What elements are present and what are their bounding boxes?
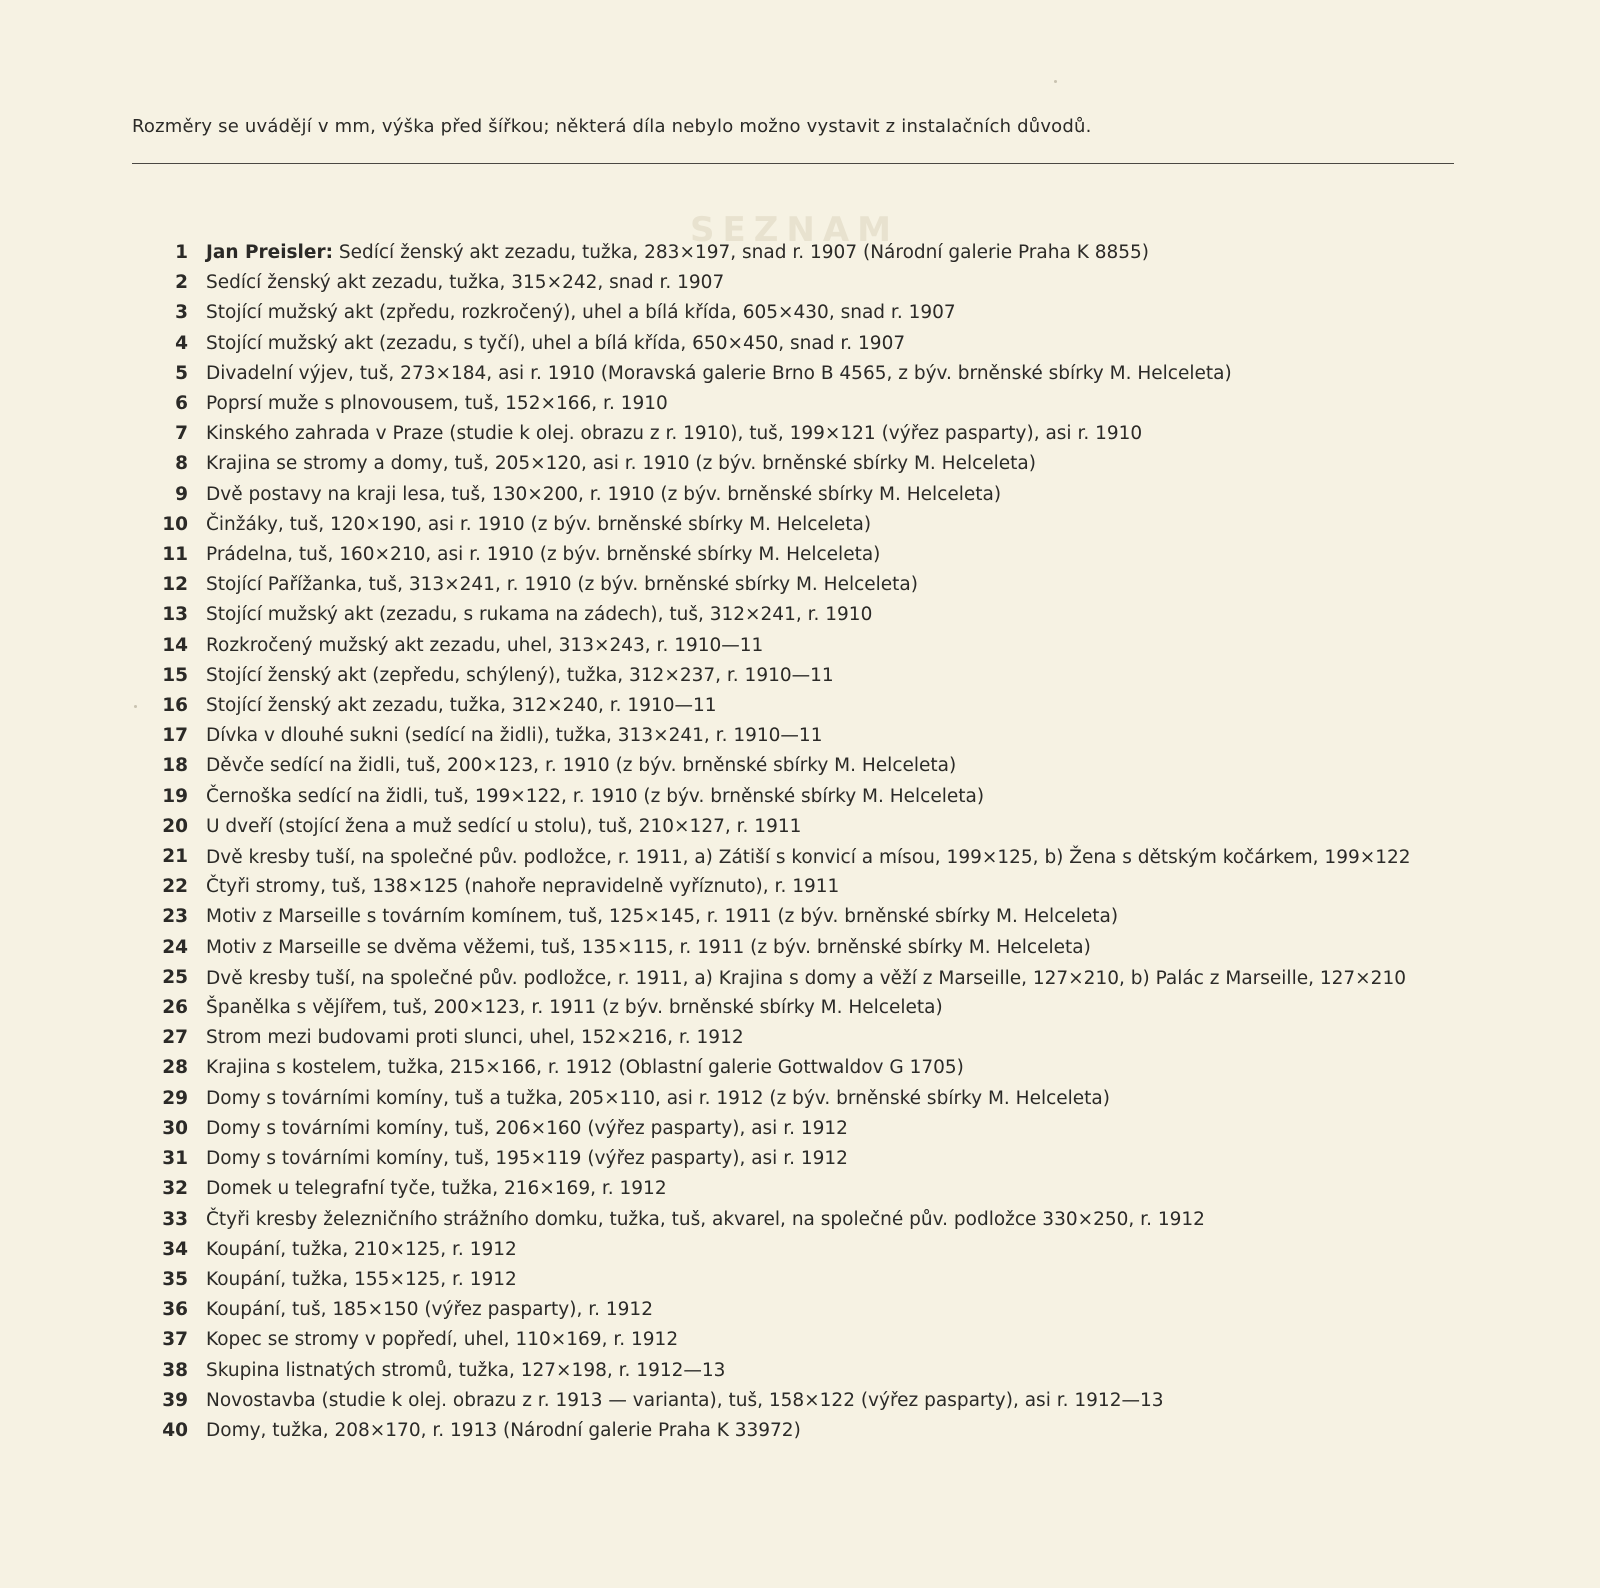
entry-text: Stojící mužský akt (zpředu, rozkročený), uhel a bílá křída, 605×430, snad r. 1907 bbox=[206, 302, 956, 324]
catalog-entry bbox=[150, 1023, 1470, 1053]
entry-number: 7 bbox=[175, 423, 188, 445]
entry-text: Stojící mužský akt (zezadu, s rukama na zádech), tuš, 312×241, r. 1910 bbox=[206, 604, 873, 626]
entry-number: 35 bbox=[162, 1268, 188, 1290]
entry-text: Motiv z Marseille s továrním komínem, tuš, 125×145, r. 1911 (z býv. brněnské sbírky M. Helceleta) bbox=[206, 906, 1119, 928]
entry-text: Domek u telegrafní tyče, tužka, 216×169, r. 1912 bbox=[206, 1178, 667, 1200]
entry-number: 20 bbox=[162, 815, 188, 837]
entry-text: Krajina s kostelem, tužka, 215×166, r. 1912 (Oblastní galerie Gottwaldov G 1705) bbox=[206, 1057, 964, 1079]
entry-number: 39 bbox=[162, 1389, 188, 1411]
catalog-entry bbox=[150, 872, 1470, 902]
catalog-entry bbox=[150, 963, 1470, 993]
entry-number: 17 bbox=[162, 725, 188, 747]
catalog-entry bbox=[150, 842, 1470, 872]
entry-number: 23 bbox=[162, 906, 188, 928]
catalog-entry bbox=[150, 419, 1470, 449]
catalog-entry bbox=[150, 1386, 1470, 1416]
catalog-entry bbox=[150, 449, 1470, 479]
paper-speck bbox=[134, 705, 137, 708]
catalog-entry bbox=[150, 298, 1470, 328]
catalog-entry bbox=[150, 329, 1470, 359]
entry-number: 16 bbox=[162, 695, 188, 717]
ghost-title-watermark: SEZNAM bbox=[690, 210, 899, 250]
entry-text: Divadelní výjev, tuš, 273×184, asi r. 1910 (Moravská galerie Brno B 4565, z býv. brněnské sbírky M. Helceleta) bbox=[206, 362, 1232, 384]
catalog-entry bbox=[150, 1265, 1470, 1295]
catalog-entry bbox=[150, 510, 1470, 540]
catalog-entry bbox=[150, 1174, 1470, 1204]
entry-number: 19 bbox=[162, 785, 188, 807]
entry-text: Domy s továrními komíny, tuš a tužka, 205×110, asi r. 1912 (z býv. brněnské sbírky M. Helceleta) bbox=[206, 1087, 1110, 1109]
intro-note: Rozměry se uvádějí v mm, výška před šířkou; některá díla nebylo možno vystavit z instalačních důvodů. bbox=[132, 116, 1092, 137]
entry-text: Kinského zahrada v Praze (studie k olej. obrazu z r. 1910), tuš, 199×121 (výřez pasparty), asi r. 1910 bbox=[206, 423, 1143, 445]
entry-text: Prádelna, tuš, 160×210, asi r. 1910 (z býv. brněnské sbírky M. Helceleta) bbox=[206, 544, 881, 566]
entry-number: 37 bbox=[162, 1329, 188, 1351]
catalog-entry bbox=[150, 1325, 1470, 1355]
catalog-entry bbox=[150, 1356, 1470, 1386]
divider-rule bbox=[132, 163, 1454, 164]
entry-number: 24 bbox=[162, 936, 188, 958]
entry-number: 22 bbox=[162, 876, 188, 898]
catalog-entry bbox=[150, 540, 1470, 570]
entry-text: Stojící Pařížanka, tuš, 313×241, r. 1910 (z býv. brněnské sbírky M. Helceleta) bbox=[206, 574, 918, 596]
entry-text: Kopec se stromy v popředí, uhel, 110×169, r. 1912 bbox=[206, 1329, 679, 1351]
entry-number: 5 bbox=[175, 362, 188, 384]
entry-text: Dvě kresby tuší, na společné pův. podložce, r. 1911, a) Krajina s domy a věží z Marseille, 127×210, b) Palác z Marseille, 127×210 bbox=[206, 967, 1406, 989]
entry-text: Děvče sedící na židli, tuš, 200×123, r. 1910 (z býv. brněnské sbírky M. Helceleta) bbox=[206, 755, 957, 777]
entry-number: 31 bbox=[162, 1148, 188, 1170]
catalog-entry bbox=[150, 1205, 1470, 1235]
entry-text: Dívka v dlouhé sukni (sedící na židli), tužka, 313×241, r. 1910—11 bbox=[206, 725, 823, 747]
entry-number: 9 bbox=[175, 483, 188, 505]
entry-text: Domy s továrními komíny, tuš, 195×119 (výřez pasparty), asi r. 1912 bbox=[206, 1148, 848, 1170]
catalog-entry bbox=[150, 1416, 1470, 1446]
catalog-entry bbox=[150, 751, 1470, 781]
catalog-entry bbox=[150, 902, 1470, 932]
entry-number: 28 bbox=[162, 1057, 188, 1079]
catalog-entry bbox=[150, 1053, 1470, 1083]
entry-description: Sedící ženský akt zezadu, tužka, 283×197, snad r. 1907 (Národní galerie Praha K 8855) bbox=[332, 242, 1150, 263]
catalog-entry bbox=[150, 933, 1470, 963]
artwork-list bbox=[150, 238, 1470, 1446]
catalog-entry bbox=[150, 1144, 1470, 1174]
catalog-entry bbox=[150, 1084, 1470, 1114]
entry-text: Stojící ženský akt (zepředu, schýlený), tužka, 312×237, r. 1910—11 bbox=[206, 664, 834, 686]
entry-number: 6 bbox=[175, 393, 188, 415]
catalog-entry bbox=[150, 721, 1470, 751]
catalog-entry bbox=[150, 661, 1470, 691]
entry-text: Černoška sedící na židli, tuš, 199×122, r. 1910 (z býv. brněnské sbírky M. Helceleta) bbox=[206, 785, 985, 807]
catalog-entry bbox=[150, 1295, 1470, 1325]
catalog-entry bbox=[150, 600, 1470, 630]
entry-text: Dvě kresby tuší, na společné pův. podložce, r. 1911, a) Zátiší s konvicí a mísou, 199×125, b) Žena s dětským kočárkem, 199×122 bbox=[206, 847, 1411, 869]
entry-number: 32 bbox=[162, 1178, 188, 1200]
entry-text: Koupání, tužka, 210×125, r. 1912 bbox=[206, 1238, 517, 1260]
entry-text bbox=[206, 238, 1470, 268]
entry-text: Novostavba (studie k olej. obrazu z r. 1913 — varianta), tuš, 158×122 (výřez pasparty), asi r. 1912—13 bbox=[206, 1389, 1164, 1411]
entry-number: 4 bbox=[175, 332, 188, 354]
entry-text: Koupání, tuš, 185×150 (výřez pasparty), r. 1912 bbox=[206, 1299, 653, 1321]
entry-number: 29 bbox=[162, 1087, 188, 1109]
entry-text: Čtyři stromy, tuš, 138×125 (nahoře nepravidelně vyříznuto), r. 1911 bbox=[206, 876, 840, 898]
entry-text: Krajina se stromy a domy, tuš, 205×120, asi r. 1910 (z býv. brněnské sbírky M. Helceleta) bbox=[206, 453, 1036, 475]
entry-text: Motiv z Marseille se dvěma věžemi, tuš, 135×115, r. 1911 (z býv. brněnské sbírky M. Helceleta) bbox=[206, 936, 1091, 958]
catalog-entry bbox=[150, 691, 1470, 721]
entry-number: 1 bbox=[175, 242, 188, 263]
entry-number: 34 bbox=[162, 1238, 188, 1260]
entry-text: Strom mezi budovami proti slunci, uhel, 152×216, r. 1912 bbox=[206, 1027, 744, 1049]
entry-number: 13 bbox=[162, 604, 188, 626]
entry-text: Domy, tužka, 208×170, r. 1913 (Národní galerie Praha K 33972) bbox=[206, 1419, 801, 1441]
entry-number: 27 bbox=[162, 1027, 188, 1049]
catalog-entry bbox=[150, 389, 1470, 419]
entry-text: Španělka s vějířem, tuš, 200×123, r. 1911 (z býv. brněnské sbírky M. Helceleta) bbox=[206, 997, 943, 1019]
catalog-entry bbox=[150, 631, 1470, 661]
catalog-entry bbox=[150, 359, 1470, 389]
entry-text: Čtyři kresby železničního strážního domku, tužka, tuš, akvarel, na společné pův. podložce 330×250, r. 1912 bbox=[206, 1208, 1205, 1230]
entry-number: 2 bbox=[175, 272, 188, 294]
entry-number: 36 bbox=[162, 1299, 188, 1321]
entry-text: Dvě postavy na kraji lesa, tuš, 130×200, r. 1910 (z býv. brněnské sbírky M. Helceleta) bbox=[206, 483, 1002, 505]
catalog-entry bbox=[150, 812, 1470, 842]
entry-number: 12 bbox=[162, 574, 188, 596]
entry-text: Skupina listnatých stromů, tužka, 127×198, r. 1912—13 bbox=[206, 1359, 726, 1381]
catalog-entry bbox=[150, 480, 1470, 510]
entry-text: Domy s továrními komíny, tuš, 206×160 (výřez pasparty), asi r. 1912 bbox=[206, 1117, 848, 1139]
entry-number: 15 bbox=[162, 664, 188, 686]
entry-number: 10 bbox=[162, 513, 188, 535]
entry-number: 8 bbox=[175, 453, 188, 475]
entry-text: U dveří (stojící žena a muž sedící u stolu), tuš, 210×127, r. 1911 bbox=[206, 815, 802, 837]
entry-number: 30 bbox=[162, 1117, 188, 1139]
entry-number: 26 bbox=[162, 997, 188, 1019]
entry-text: Činžáky, tuš, 120×190, asi r. 1910 (z býv. brněnské sbírky M. Helceleta) bbox=[206, 513, 872, 535]
catalog-entry bbox=[150, 993, 1470, 1023]
entry-text: Rozkročený mužský akt zezadu, uhel, 313×243, r. 1910—11 bbox=[206, 634, 764, 656]
catalog-entry bbox=[150, 268, 1470, 298]
entry-number: 14 bbox=[162, 634, 188, 656]
entry-number: 18 bbox=[162, 755, 188, 777]
entry-text: Koupání, tužka, 155×125, r. 1912 bbox=[206, 1268, 517, 1290]
catalog-entry bbox=[150, 1235, 1470, 1265]
entry-text: Stojící ženský akt zezadu, tužka, 312×240, r. 1910—11 bbox=[206, 695, 717, 717]
catalog-entry bbox=[150, 1114, 1470, 1144]
entry-number: 3 bbox=[175, 302, 188, 324]
paper-speck bbox=[1054, 80, 1057, 83]
entry-text: Poprsí muže s plnovousem, tuš, 152×166, r. 1910 bbox=[206, 393, 668, 415]
entry-number: 11 bbox=[162, 544, 188, 566]
catalog-entry bbox=[150, 238, 1470, 268]
entry-number: 25 bbox=[162, 966, 188, 988]
entry-text: Stojící mužský akt (zezadu, s tyčí), uhel a bílá křída, 650×450, snad r. 1907 bbox=[206, 332, 906, 354]
entry-number: 38 bbox=[162, 1359, 188, 1381]
entry-text: Sedící ženský akt zezadu, tužka, 315×242, snad r. 1907 bbox=[206, 272, 725, 294]
catalog-entry bbox=[150, 782, 1470, 812]
catalog-entry bbox=[150, 570, 1470, 600]
entry-author: Jan Preisler: bbox=[206, 242, 333, 263]
entry-number: 40 bbox=[162, 1419, 188, 1441]
entry-number: 21 bbox=[162, 846, 188, 868]
entry-number: 33 bbox=[162, 1208, 188, 1230]
